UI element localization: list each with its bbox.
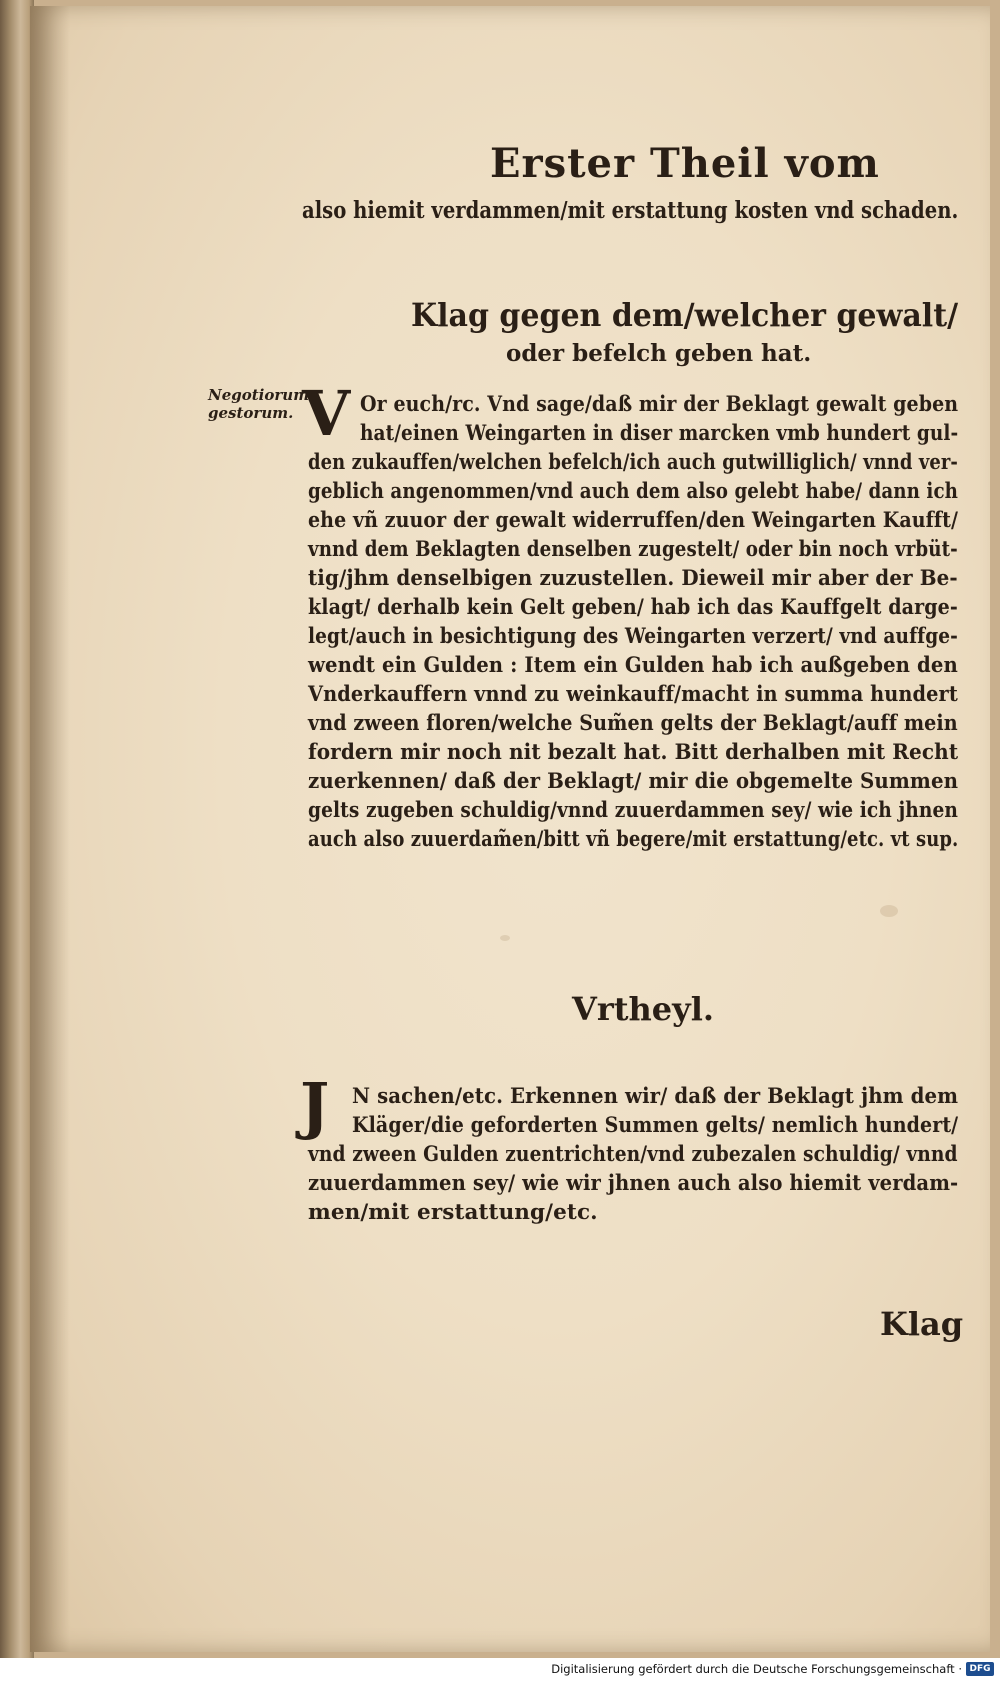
catchword: Klag — [880, 1305, 964, 1343]
book-edge — [0, 0, 34, 1658]
body-line: legt/auch in besichtigung des Weingarten verzert/ vnd auffge- — [308, 624, 958, 649]
page-gutter-shadow — [30, 6, 70, 1652]
body-line: N sachen/etc. Erkennen wir/ daß der Beklagt jhm dem — [352, 1084, 959, 1109]
footer-bar — [0, 1658, 1000, 1681]
body-line: tig/jhm denselbigen zuzustellen. Dieweil mir aber der Be- — [308, 566, 958, 591]
body-line: wendt ein Gulden : Item ein Gulden hab ich außgeben den — [308, 653, 958, 678]
body-line: gelts zugeben schuldig/vnnd zuuerdammen sey/ wie ich jhnen — [308, 798, 959, 823]
body-line: den zukauffen/welchen befelch/ich auch gutwilliglich/ vnnd ver- — [308, 450, 958, 475]
footer-credit: Digitalisierung gefördert durch die Deutsche Forschungsgemeinschaft · — [551, 1662, 962, 1676]
body-line: hat/einen Weingarten in diser marcken vmb hundert gul- — [360, 421, 959, 446]
drop-cap: V — [302, 377, 351, 450]
body-line: ehe vñ zuuor der gewalt widerruffen/den Weingarten Kaufft/ — [308, 508, 959, 533]
verdict-heading: Vrtheyl. — [572, 990, 714, 1028]
header-continuation: also hiemit verdammen/mit erstattung kosten vnd schaden. — [302, 197, 959, 224]
section-heading-line2: oder befelch geben hat. — [506, 340, 812, 367]
body-line: zuuerdammen sey/ wie wir jhnen auch also hiemit verdam- — [308, 1171, 959, 1196]
body-line: auch also zuuerdam̃en/bitt vñ begere/mit erstattung/etc. vt sup. — [308, 827, 959, 852]
drop-cap: J — [300, 1069, 330, 1142]
body-line: zuerkennen/ daß der Beklagt/ mir die obgemelte Summen — [308, 769, 959, 794]
body-line: klagt/ derhalb kein Gelt geben/ hab ich das Kauffgelt darge- — [308, 595, 958, 620]
paper-stain — [880, 905, 898, 917]
dfg-logo-icon: DFG — [966, 1662, 994, 1676]
body-line: vnnd dem Beklagten denselben zugestelt/ oder bin noch vrbüt- — [308, 537, 958, 562]
body-line: Vnderkauffern vnnd zu weinkauff/macht in summa hundert — [308, 682, 958, 707]
body-line: geblich angenommen/vnd auch dem also gelebt habe/ dann ich — [308, 479, 959, 504]
body-line: Or euch/rc. Vnd sage/daß mir der Beklagt gewalt geben — [360, 392, 959, 417]
body-line: Kläger/die geforderten Summen gelts/ nemlich hundert/ — [352, 1113, 959, 1138]
body-line: fordern mir noch nit bezalt hat. Bitt derhalben mit Recht — [308, 740, 959, 765]
body-line: vnd zween Gulden zuentrichten/vnd zubezalen schuldig/ vnnd — [308, 1142, 958, 1167]
paper-stain — [500, 935, 510, 941]
margin-note-line1: Negotiorum — [208, 386, 310, 404]
body-line: vnd zween floren/welche Sum̃en gelts der Beklagt/auff mein — [308, 711, 958, 736]
running-title: Erster Theil vom — [490, 140, 880, 187]
section-heading-line1: Klag gegen dem/welcher gewalt/ — [411, 296, 959, 334]
body-line: men/mit erstattung/etc. — [308, 1200, 598, 1225]
margin-note-line2: gestorum. — [208, 404, 294, 422]
